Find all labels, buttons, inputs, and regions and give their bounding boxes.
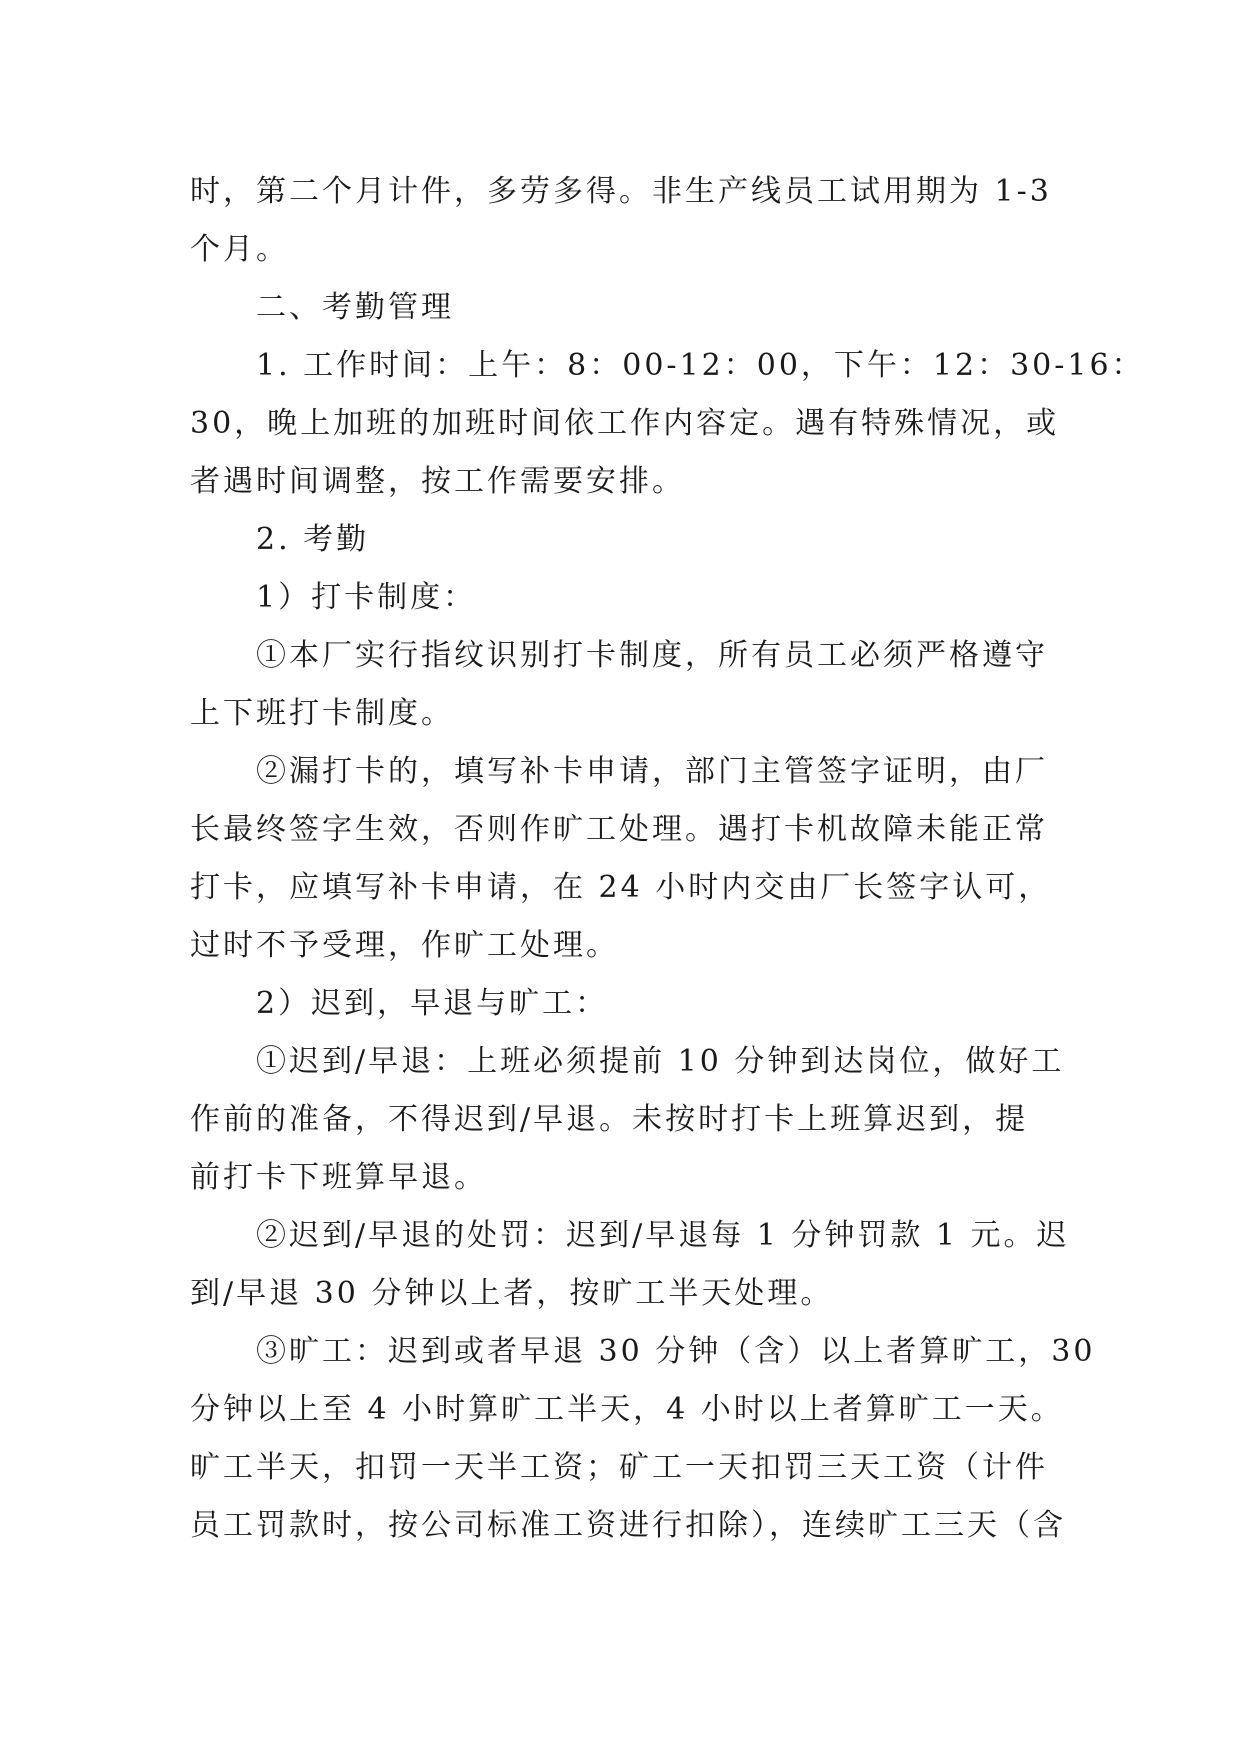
paragraph-line: 作前的准备，不得迟到/早退。未按时打卡上班算迟到，提 — [190, 1102, 1029, 1137]
paragraph-line: 过时不予受理，作旷工处理。 — [190, 928, 619, 963]
subsection-heading: 1）打卡制度： — [256, 580, 477, 615]
paragraph-line: 分钟以上至 4 小时算旷工半天，4 小时以上者算旷工一天。 — [190, 1392, 1064, 1427]
section-heading: 二、考勤管理 — [256, 290, 454, 325]
subsection-heading: 2. 考勤 — [256, 522, 370, 557]
paragraph-line: ①本厂实行指纹识别打卡制度，所有员工必须严格遵守 — [256, 638, 1048, 673]
paragraph-line: 上下班打卡制度。 — [190, 696, 454, 731]
paragraph-line: 时，第二个月计件，多劳多得。非生产线员工试用期为 1-3 — [190, 174, 1052, 209]
paragraph-line: 旷工半天，扣罚一天半工资；矿工一天扣罚三天工资（计件 — [190, 1450, 1048, 1485]
paragraph-line: 员工罚款时，按公司标准工资进行扣除），连续旷工三天（含 — [190, 1508, 1066, 1543]
paragraph-line: 长最终签字生效，否则作旷工处理。遇打卡机故障未能正常 — [190, 812, 1048, 847]
paragraph-line: 到/早退 30 分钟以上者，按旷工半天处理。 — [190, 1276, 834, 1311]
paragraph-line: ①迟到/早退：上班必须提前 10 分钟到达岗位，做好工 — [256, 1044, 1065, 1079]
paragraph-line: 1. 工作时间：上午：8：00-12：00，下午：12：30-16： — [256, 348, 1145, 383]
paragraph-line: ③旷工：迟到或者早退 30 分钟（含）以上者算旷工，30 — [256, 1334, 1096, 1369]
subsection-heading: 2）迟到，早退与旷工： — [256, 986, 609, 1021]
paragraph-line: 前打卡下班算早退。 — [190, 1160, 487, 1195]
paragraph-line: 个月。 — [190, 232, 289, 267]
document-page — [190, 163, 1145, 1555]
paragraph-line: 打卡，应填写补卡申请，在 24 小时内交由厂长签字认可， — [190, 870, 1052, 905]
paragraph-line: ②迟到/早退的处罚：迟到/早退每 1 分钟罚款 1 元。迟 — [256, 1218, 1070, 1253]
paragraph-line: 30，晚上加班的加班时间依工作内容定。遇有特殊情况，或 — [190, 406, 1060, 441]
paragraph-line: ②漏打卡的，填写补卡申请，部门主管签字证明，由厂 — [256, 754, 1048, 789]
paragraph-line: 者遇时间调整，按工作需要安排。 — [190, 464, 685, 499]
